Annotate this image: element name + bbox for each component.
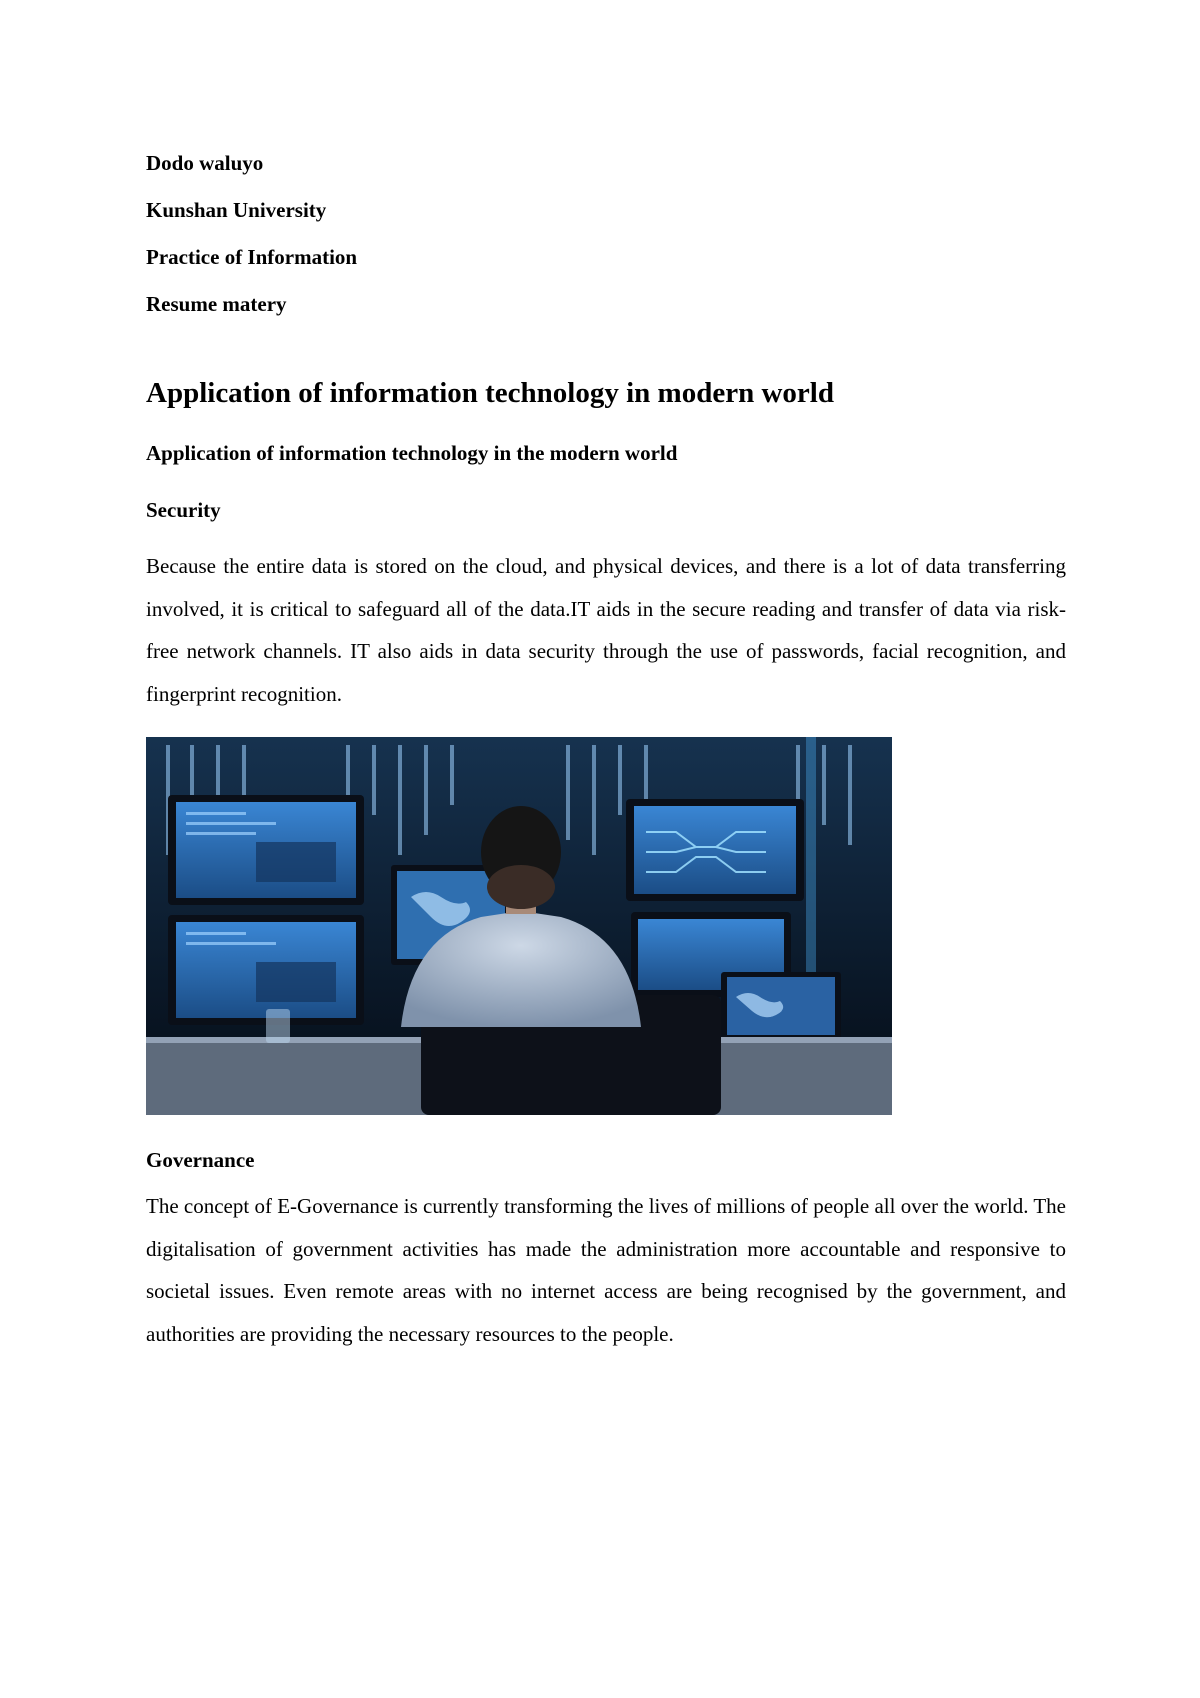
institution-name: Kunshan University [146, 198, 327, 222]
security-paragraph: Because the entire data is stored on the cloud, and physical devices, and there is a lot of data transferring involved, it is critical to safeguard all of the data.IT aids in the secure reading and transfer of data via risk-free network channels. IT also aids in data security through the use of passwords, facial recognition, and fingerprint recognition. [146, 554, 1066, 706]
governance-paragraph: The concept of E-Governance is currently transforming the lives of millions of people all over the world. The digitalisation of government activities has made the administration more accountable and responsive to societal issues. Even remote areas with no internet access are being recognised by the government, and authorities are providing the necessary resources to the people. [146, 1194, 1066, 1346]
document-title: Application of information technology in modern world [146, 377, 834, 409]
author-name: Dodo waluyo [146, 151, 264, 175]
governance-heading: Governance [146, 1148, 255, 1172]
document-content [146, 140, 1066, 1355]
security-heading: Security [146, 498, 221, 522]
security-operator-photo [146, 737, 892, 1115]
course-name: Practice of Information [146, 245, 358, 269]
assignment-name: Resume matery [146, 292, 287, 316]
document-subtitle: Application of information technology in the modern world [146, 441, 678, 465]
